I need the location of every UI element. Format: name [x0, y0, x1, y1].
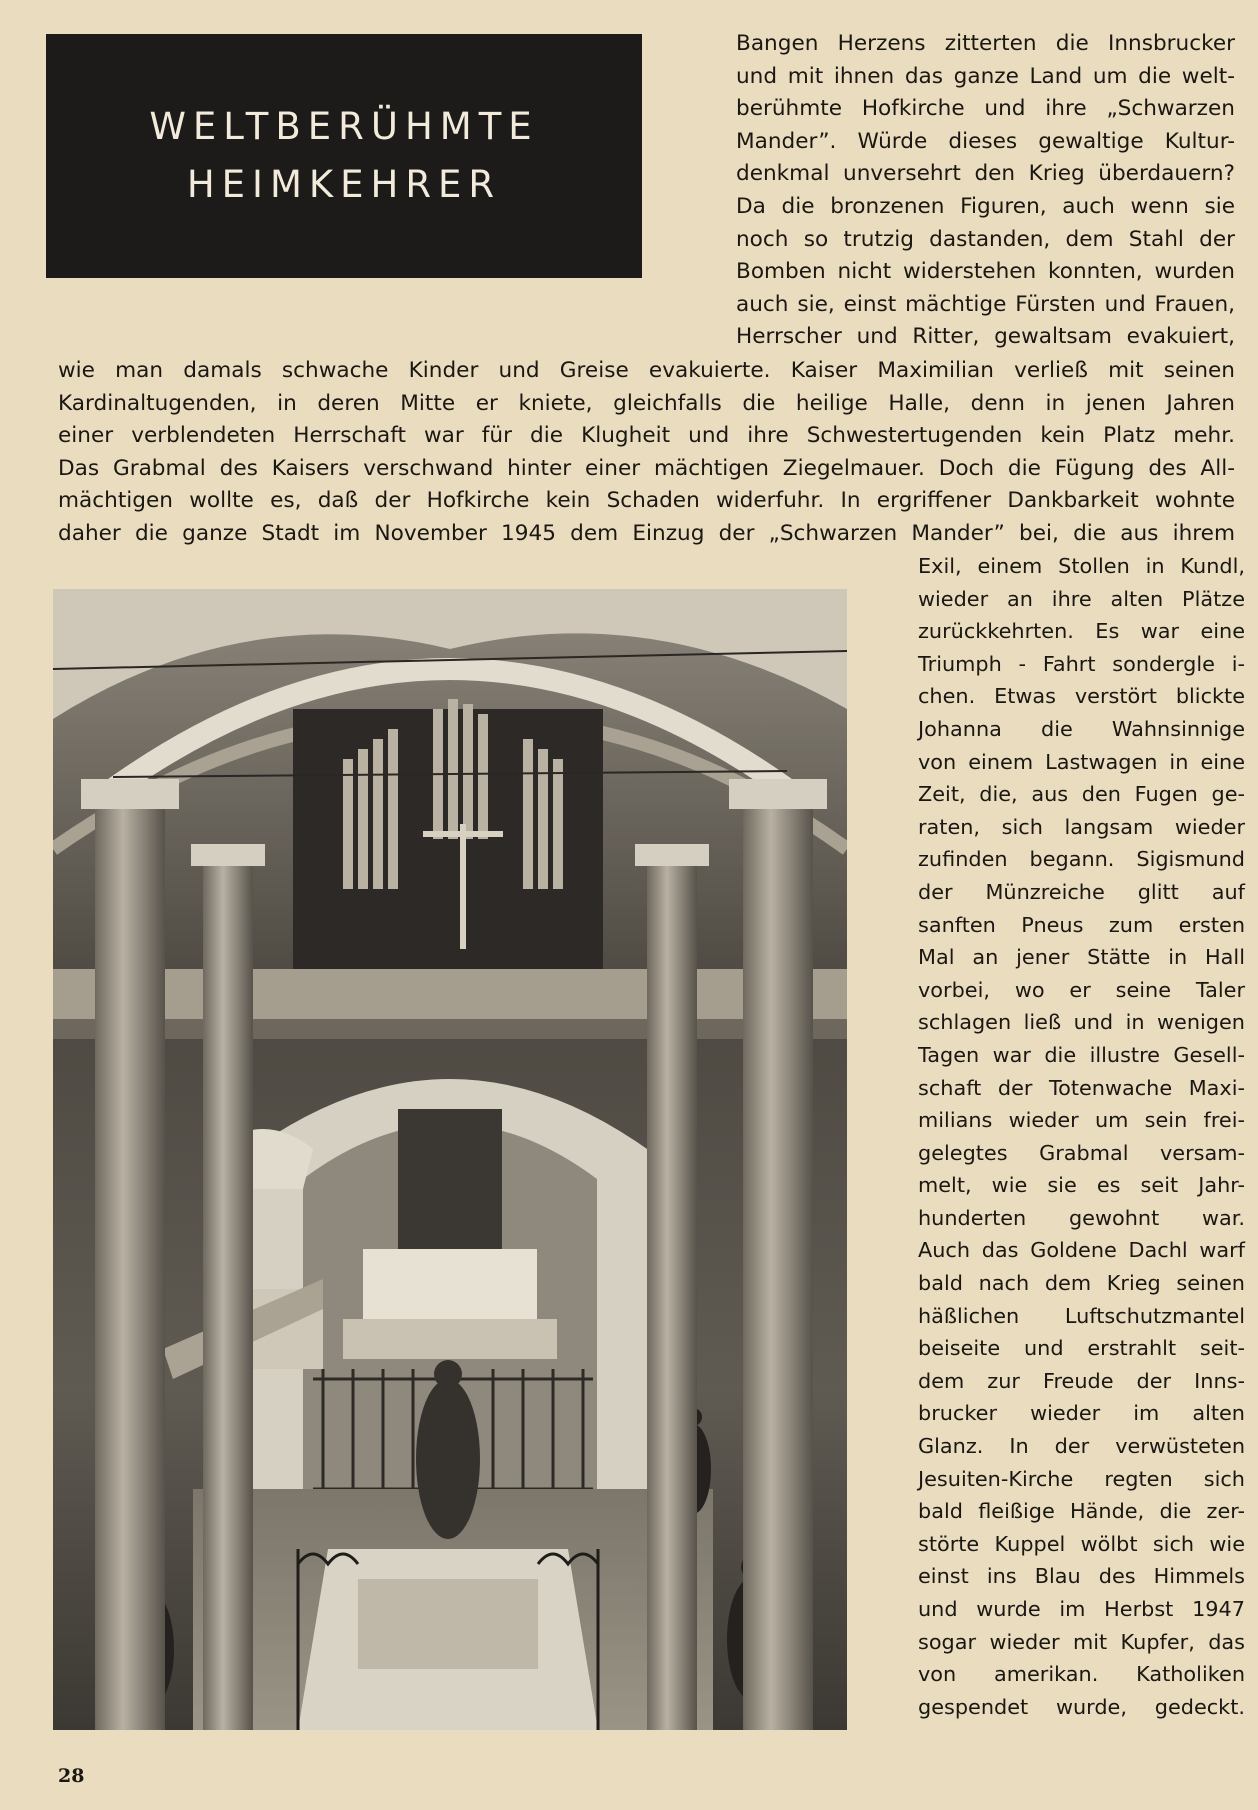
text-line: brucker wieder im alten — [918, 1401, 1245, 1426]
text-line: beiseite und erstrahlt seit- — [918, 1336, 1245, 1361]
text-line: gespendet wurde, gedeckt. — [918, 1694, 1245, 1719]
text-line: Bangen Herzens zitterten die Innsbrucker — [736, 31, 1235, 56]
article-text-right-column — [918, 550, 1245, 1723]
text-line: Zeit, die, aus den Fugen ge- — [918, 782, 1245, 807]
text-line: Mander”. Würde dieses gewaltige Kultur- — [736, 128, 1235, 154]
title-line-2: HEIMKEHRER — [186, 163, 502, 206]
text-line: von einem Lastwagen in eine — [918, 749, 1245, 774]
text-line: Tagen war die illustre Gesell- — [918, 1042, 1245, 1067]
photo-illustration — [53, 589, 847, 1730]
text-line: raten, sich langsam wieder — [918, 814, 1245, 839]
text-line: Herrscher und Ritter, gewaltsam evakuiert, — [736, 324, 1235, 350]
text-line: wie man damals schwache Kinder und Greise evakuierte. Kaiser Maximilian verließ mit seinen — [58, 358, 1235, 383]
text-line: Kardinaltugenden, in deren Mitte er kniete, gleichfalls die heilige Halle, denn in jenen Jahren — [58, 390, 1235, 416]
text-line: zurückkehrten. Es war eine — [918, 619, 1245, 644]
text-line: Johanna die Wahnsinnige — [918, 716, 1245, 741]
text-line: melt, wie sie es seit Jahr- — [918, 1173, 1245, 1198]
text-line: bald fleißige Hände, die zer- — [918, 1499, 1245, 1524]
text-line: daher die ganze Stadt im November 1945 dem Einzug der „Schwarzen Mander” bei, die aus ihrem — [58, 520, 1235, 546]
text-line: denkmal unversehrt den Krieg überdauern? — [736, 161, 1235, 187]
text-line: Jesuiten-Kirche regten sich — [918, 1466, 1245, 1491]
article-text-top — [736, 28, 1235, 354]
text-line: mächtigen wollte es, daß der Hofkirche kein Schaden widerfuhr. In ergriffener Dankbarkeit wohnte — [58, 488, 1235, 514]
church-interior-photo — [53, 589, 847, 1730]
text-line: dem zur Freude der Inns- — [918, 1368, 1245, 1393]
text-line: auch sie, einst mächtige Fürsten und Frauen, — [736, 291, 1235, 317]
title-box — [46, 34, 642, 278]
text-line: vorbei, wo er seine Taler — [918, 977, 1245, 1002]
text-line: chen. Etwas verstört blickte — [918, 684, 1245, 709]
text-line: hunderten gewohnt war. — [918, 1205, 1245, 1230]
text-line: Das Grabmal des Kaisers verschwand hinter einer mächtigen Ziegelmauer. Doch die Fügung des All- — [58, 455, 1235, 481]
text-line: Triumph - Fahrt sondergle i- — [918, 651, 1245, 676]
page-number: 28 — [58, 1765, 85, 1787]
text-line: und mit ihnen das ganze Land um die welt- — [736, 63, 1235, 89]
text-line: Bomben nicht widerstehen konnten, wurden — [736, 259, 1235, 285]
text-line: sanften Pneus zum ersten — [918, 912, 1245, 937]
text-line: von amerikan. Katholiken — [918, 1662, 1245, 1687]
text-line: milians wieder um sein frei- — [918, 1108, 1245, 1133]
text-line: Glanz. In der verwüsteten — [918, 1434, 1245, 1459]
text-line: berühmte Hofkirche und ihre „Schwarzen — [736, 96, 1235, 122]
text-line: zufinden begann. Sigismund — [918, 847, 1245, 872]
text-line: der Münzreiche glitt auf — [918, 879, 1245, 904]
text-line: einst ins Blau des Himmels — [918, 1564, 1245, 1589]
text-line: gelegtes Grabmal versam- — [918, 1140, 1245, 1165]
title-line-1: WELTBERÜHMTE — [149, 105, 539, 148]
text-line: häßlichen Luftschutzmantel — [918, 1303, 1245, 1328]
article-text-full-width — [58, 355, 1235, 551]
text-line: sogar wieder mit Kupfer, das — [918, 1629, 1245, 1654]
text-line: wieder an ihre alten Plätze — [918, 586, 1245, 611]
text-line: störte Kuppel wölbt sich wie — [918, 1531, 1245, 1556]
text-line: schaft der Totenwache Maxi- — [918, 1075, 1245, 1100]
text-line: einer verblendeten Herrschaft war für die Klugheit und ihre Schwestertugenden kein Platz mehr. — [58, 423, 1235, 449]
text-line: Exil, einem Stollen in Kundl, — [918, 554, 1245, 578]
text-line: Auch das Goldene Dachl warf — [918, 1238, 1245, 1263]
text-line: schlagen ließ und in wenigen — [918, 1010, 1245, 1035]
text-line: Da die bronzenen Figuren, auch wenn sie — [736, 193, 1235, 219]
text-line: bald nach dem Krieg seinen — [918, 1271, 1245, 1296]
text-line: Mal an jener Stätte in Hall — [918, 945, 1245, 970]
text-line: und wurde im Herbst 1947 — [918, 1597, 1245, 1621]
text-line: noch so trutzig dastanden, dem Stahl der — [736, 226, 1235, 252]
